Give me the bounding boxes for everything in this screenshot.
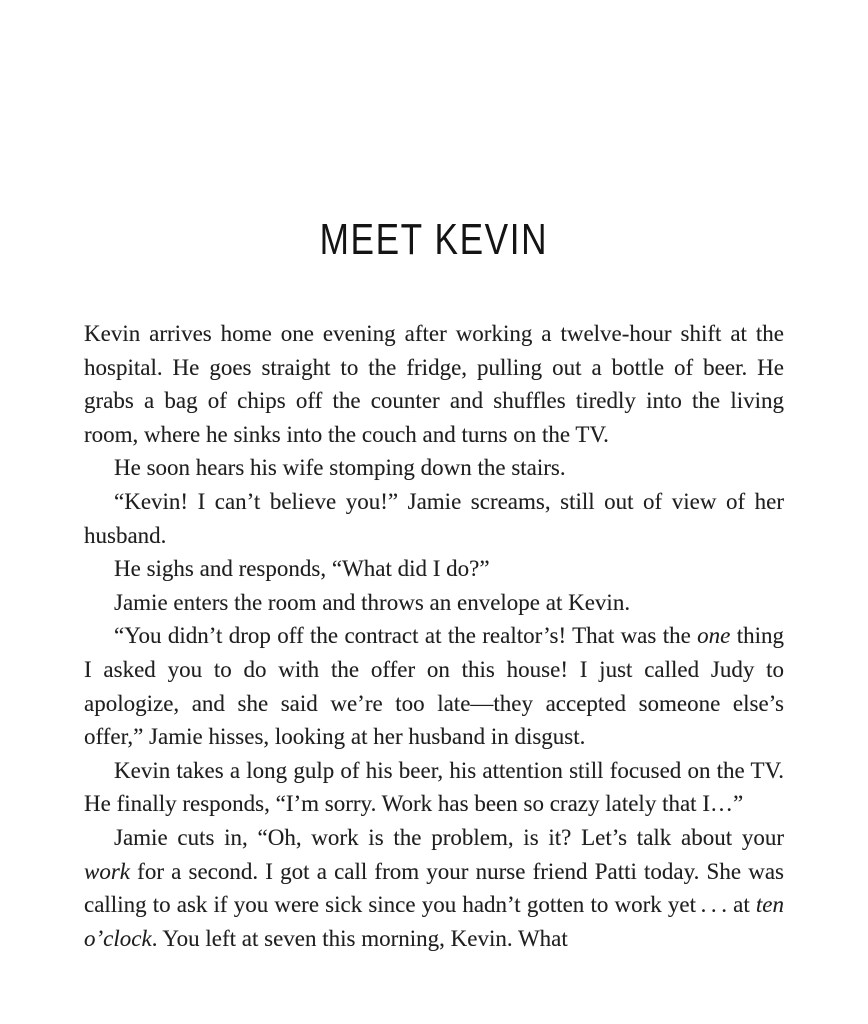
- text-run: Jamie enters the room and throws an envelope at Kevin.: [114, 589, 631, 615]
- text-run: Kevin arrives home one evening after working a twelve-hour shift at the hospital. He goes straight to the fridge, pulling out a bottle of beer. He grabs a bag of chips off the counter and shuffles tiredly into the living room, where he sinks into the couch and turns on the TV.: [84, 321, 784, 447]
- chapter-title-text: MEET KEVIN: [319, 215, 549, 264]
- paragraph: [84, 485, 784, 552]
- paragraph: [84, 552, 784, 586]
- text-run: “You didn’t drop off the contract at the realtor’s! That was the: [114, 623, 698, 649]
- text-run: for a second. I got a call from your nurse friend Patti today. She was calling to ask if you were sick since you hadn’t gotten to work yet . . . at: [84, 858, 784, 918]
- body-text: [84, 317, 784, 955]
- text-run: . You left at seven this morning, Kevin. What: [151, 925, 568, 951]
- text-run: thing I asked you to do with the offer on this house! I just called Judy to apologize, and she said we’re too late—they accepted someone else’s offer,” Jamie hisses, looking at her husband in disgust.: [84, 623, 785, 750]
- italic-text-run: work: [84, 858, 130, 884]
- italic-text-run: ten o’clock: [84, 892, 784, 951]
- paragraph: [84, 317, 784, 451]
- italic-text-run: one: [697, 623, 731, 649]
- paragraph: [84, 619, 784, 753]
- paragraph: [84, 451, 784, 485]
- paragraph: [84, 821, 784, 955]
- paragraph: [84, 754, 784, 821]
- paragraph: [84, 586, 784, 620]
- text-run: He sighs and responds, “What did I do?”: [114, 556, 490, 582]
- text-run: Kevin takes a long gulp of his beer, his attention still focused on the TV. He finally responds, “I’m sorry. Work has been so crazy lately that I…”: [84, 757, 784, 817]
- chapter-title: [0, 215, 868, 264]
- text-run: He soon hears his wife stomping down the stairs.: [114, 455, 566, 481]
- text-run: “Kevin! I can’t believe you!” Jamie screams, still out of view of her husband.: [84, 488, 784, 548]
- text-run: Jamie cuts in, “Oh, work is the problem, is it? Let’s talk about your: [114, 824, 784, 850]
